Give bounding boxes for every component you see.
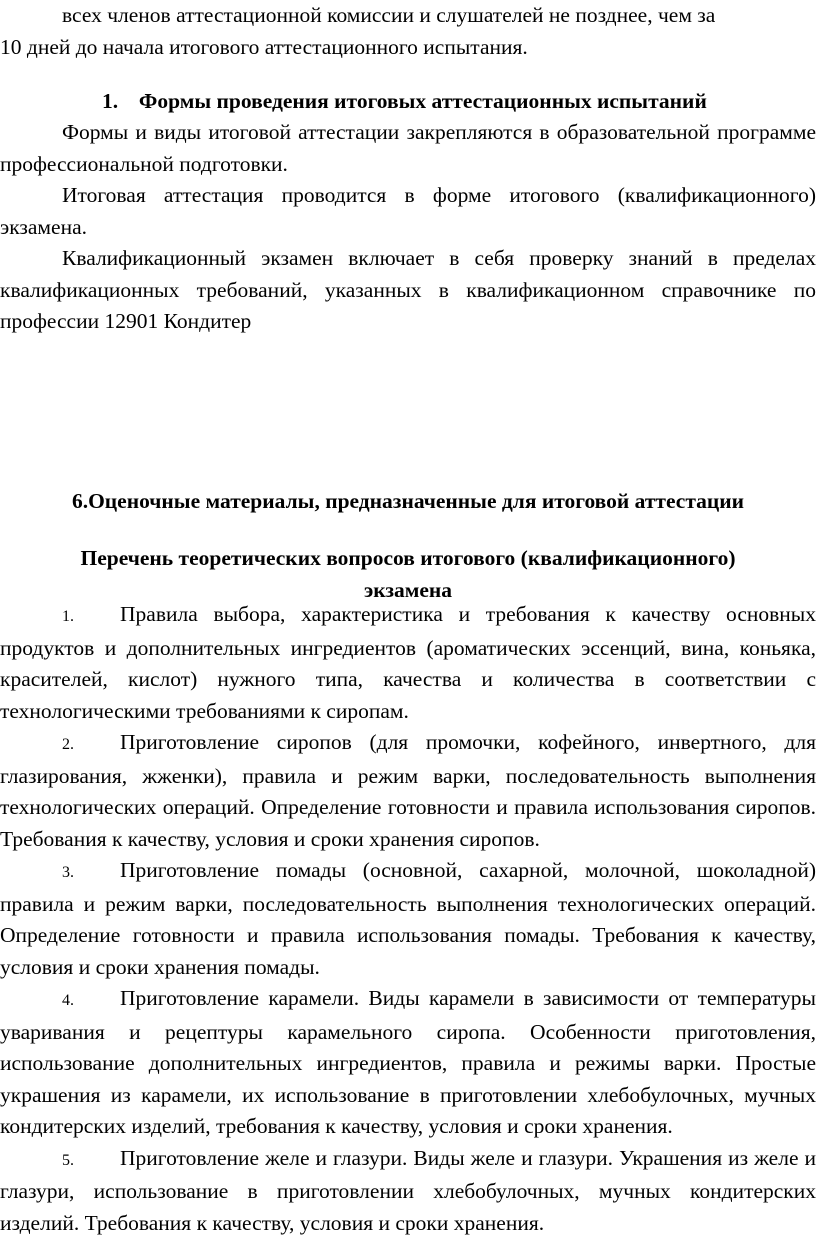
questions-title-line-1: Перечень теоретических вопросов итогового (квалификационного) (0, 543, 816, 575)
intro-block (0, 0, 816, 63)
question-item-3 (0, 855, 816, 983)
question-number-1: 1. (62, 601, 120, 633)
question-item-2 (0, 727, 816, 855)
section-1-paragraph-3: Квалификационный экзамен включает в себя проверку знаний в пределах квалификационных требований, указанных в квалификационном справочнике по профессии 12901 Кондитер (0, 243, 816, 338)
question-text-4: Приготовление карамели. Виды карамели в зависимости от температуры уваривания и рецептуры карамельного сиропа. Особенности приготовления, использование дополнительных ингредиентов, правила и режимы варки. Простые украшения из карамели, их использование в приготовлении хлебобулочных, мучных кондитерских изделий, требования к качеству, условия и сроки хранения. (0, 986, 816, 1138)
section-6-heading (0, 486, 816, 518)
question-text-2: Приготовление сиропов (для промочки, кофейного, инвертного, для глазирования, жженки), правила и режим варки, последовательность выполнения технологических операций. Определение готовности и правила использования сиропов. Требования к качеству, условия и сроки хранения сиропов. (0, 730, 816, 851)
question-text-1: Правила выбора, характеристика и требования к качеству основных продуктов и дополнительных ингредиентов (ароматических эссенций, вина, коньяка, красителей, кислот) нужного типа, качества и количества в соответствии с технологическими требованиями к сиропам. (0, 602, 816, 723)
intro-line-1: всех членов аттестационной комиссии и слушателей не позднее, чем за (0, 0, 816, 32)
questions-title-line-2: экзамена (0, 575, 816, 607)
section-1-number: 1. (102, 89, 118, 113)
intro-line-2: 10 дней до начала итогового аттестационного испытания. (0, 32, 816, 64)
question-text-5: Приготовление желе и глазури. Виды желе и глазури. Украшения из желе и глазури, использование в приготовлении хлебобулочных, мучных кондитерских изделий. Требования к качеству, условия и сроки хранения. (0, 1146, 816, 1235)
section-1-body (0, 117, 816, 338)
section-1-paragraph-1: Формы и виды итоговой аттестации закрепляются в образовательной программе профессиональной подготовки. (0, 117, 816, 180)
question-number-2: 2. (62, 729, 120, 761)
section-1-paragraph-2: Итоговая аттестация проводится в форме итогового (квалификационного) экзамена. (0, 180, 816, 243)
questions-list (0, 599, 816, 1239)
question-number-3: 3. (62, 857, 120, 889)
section-6-title: 6.Оценочные материалы, предназначенные для итоговой аттестации (0, 486, 816, 518)
question-item-1 (0, 599, 816, 727)
section-1-title: Формы проведения итоговых аттестационных испытаний (139, 89, 707, 113)
section-1-heading (0, 86, 816, 118)
question-number-5: 5. (62, 1145, 120, 1177)
question-item-5 (0, 1143, 816, 1239)
question-number-4: 4. (62, 985, 120, 1017)
question-item-4 (0, 983, 816, 1143)
questions-heading (0, 543, 816, 606)
question-text-3: Приготовление помады (основной, сахарной, молочной, шоколадной) правила и режим варки, последовательность выполнения технологических операций. Определение готовности и правила использования помады. Требования к качеству, условия и сроки хранения помады. (0, 858, 816, 979)
